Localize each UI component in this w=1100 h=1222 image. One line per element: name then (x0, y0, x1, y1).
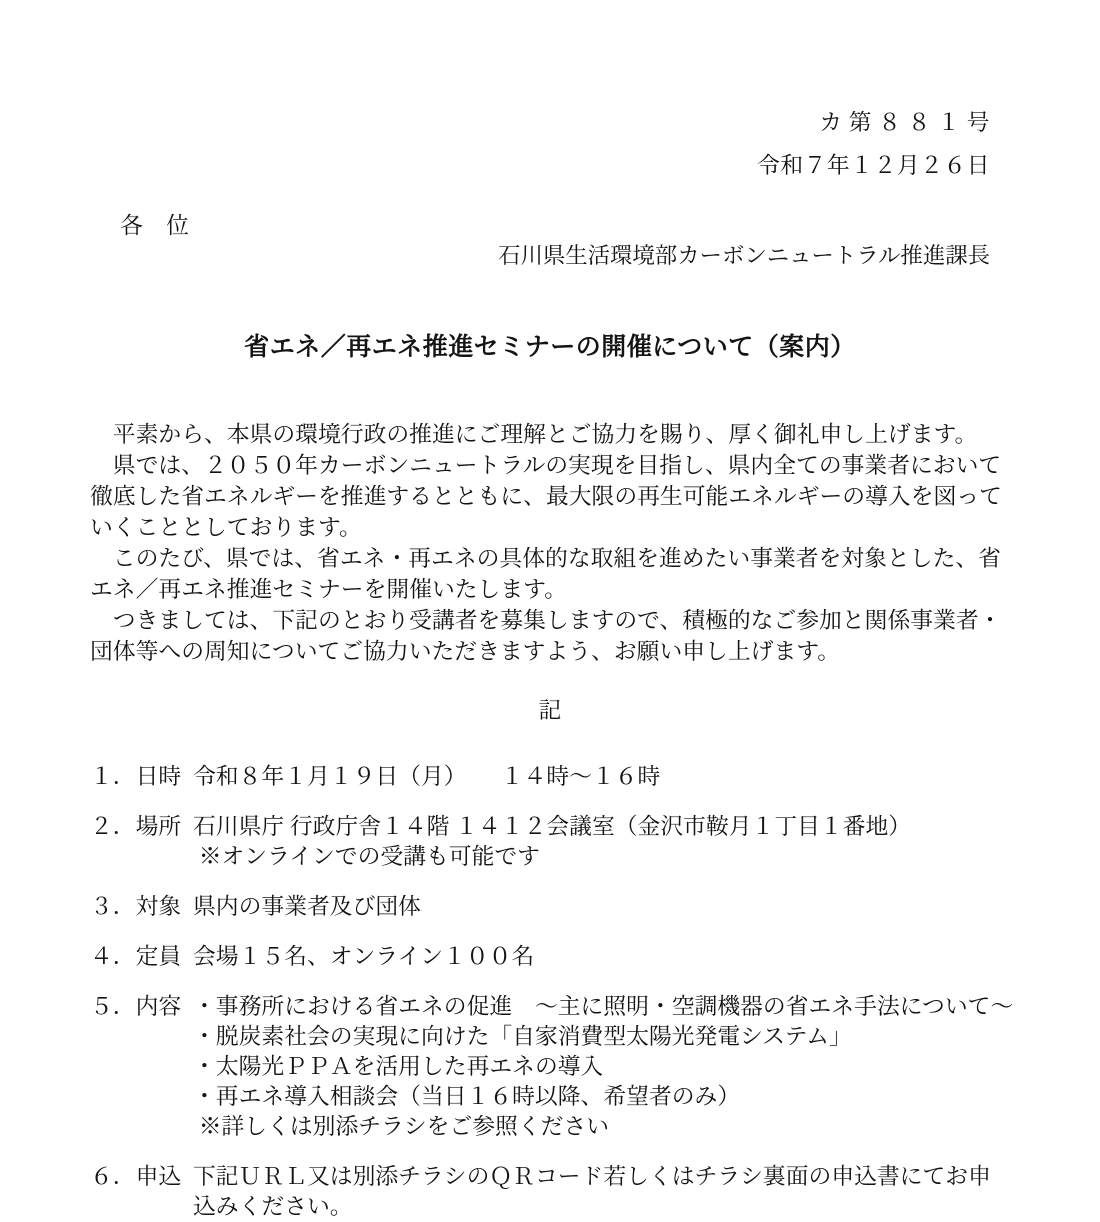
item-label: ６．申込 (90, 1164, 182, 1189)
item-line: 石川県庁 行政庁舎１４階 １４１２会議室（金沢市鞍月１丁目１番地） (193, 814, 912, 839)
document-title: 省エネ／再エネ推進セミナーの開催について（案内） (244, 334, 856, 361)
paragraph: つきましては、下記のとおり受講者を募集しますので、積極的なご参加と関係事業者・団体等への周知についてご協力いただきますよう、お願い申し上げます。 (90, 608, 1002, 664)
list-item-datetime (90, 762, 1010, 792)
body-paragraphs (90, 419, 1014, 667)
paragraph: 平素から、本県の環境行政の推進にご理解とご協力を賜り、厚く御礼申し上げます。 (90, 422, 978, 447)
item-line: 令和８年１月１９日（月） １４時～１６時 (193, 764, 661, 789)
document-date: 令和７年１２月２６日 (757, 153, 990, 178)
item-line: ・再エネ導入相談会（当日１６時以降、希望者のみ） (193, 1084, 741, 1109)
sender-title: 石川県生活環境部カーボンニュートラル推進課長 (498, 243, 990, 268)
item-line: ・事務所における省エネの促進 ～主に照明・空調機器の省エネ手法について～ (193, 994, 1014, 1019)
list-item-contents (90, 992, 1014, 1142)
item-line: ・太陽光ＰＰＡを活用した再エネの導入 (193, 1054, 604, 1079)
item-line: 県内の事業者及び団体 (193, 894, 421, 919)
paragraph: 県では、２０５０年カーボンニュートラルの実現を目指し、県内全ての事業者において徹底した省エネルギーを推進するとともに、最大限の再生可能エネルギーの導入を図っていくこととしております。 (90, 453, 1002, 540)
item-line: ・脱炭素社会の実現に向けた「自家消費型太陽光発電システム」 (193, 1024, 852, 1049)
item-label: ３．対象 (90, 894, 182, 919)
addressee: 各 位 (120, 213, 189, 238)
item-label: ４．定員 (90, 944, 182, 969)
list-item-capacity (90, 942, 1010, 972)
list-item-place (90, 812, 1010, 872)
paragraph: このたび、県では、省エネ・再エネの具体的な取組を進めたい事業者を対象とした、省エネ／再エネ推進セミナーを開催いたします。 (90, 546, 1001, 602)
list-item-application (90, 1162, 1010, 1222)
detail-list (90, 762, 1014, 1222)
item-line: 会場１５名、オンライン１００名 (193, 944, 535, 969)
item-label: １．日時 (90, 764, 182, 789)
item-line: ※詳しくは別添チラシをご参照ください (193, 1114, 610, 1139)
item-label: ５．内容 (90, 994, 182, 1019)
item-line: 下記ＵＲＬ又は別添チラシのＱＲコード若しくはチラシ裏面の申込書にてお申込みください。 (193, 1164, 991, 1219)
item-label: ２．場所 (90, 814, 182, 839)
item-line: ※オンラインでの受講も可能です (193, 844, 540, 869)
list-item-target (90, 892, 1010, 922)
record-marker: 記 (538, 698, 562, 723)
document-number: カ 第 ８ ８ １ 号 (819, 110, 990, 135)
